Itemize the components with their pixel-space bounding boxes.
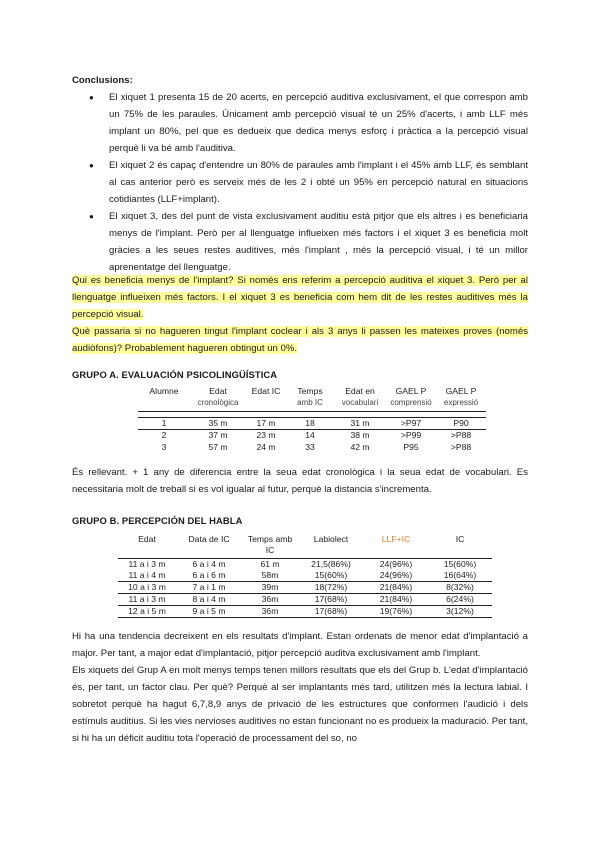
table-cell: 16(64%) [428,570,492,582]
grupo-b-table-wrap [118,534,492,618]
table-cell: 35 m [190,417,246,430]
conclusions-heading: Conclusions: [72,75,133,86]
table-cell: >P88 [450,430,472,440]
grupo-b-section [72,512,528,529]
grupo-a-title: GRUPO A. EVALUACIÓN PSICOLINGÜÍSTICA [72,369,278,380]
table-cell: 21,5(86%) [311,558,351,569]
table-cell: 7 a i 1 m [176,581,242,593]
table-cell: 11 a i 4 m [118,570,176,582]
grupo-b-header-row [118,534,492,558]
grupo-b-header-cell: Temps amb IC [242,534,298,558]
conclusions-section [72,72,528,276]
table-cell: 12 a i 5 m [118,605,176,617]
table-cell: 3 [161,442,167,452]
table-cell: 24(96%) [379,558,413,569]
table-cell: 21(84%) [364,593,428,605]
table-cell: 1 [138,417,190,430]
table-cell: 15(60%) [443,558,477,569]
table-row [118,558,492,570]
table-cell: 11 a i 3 m [128,558,166,569]
grupo-b-header-cell: Data de IC [176,534,242,558]
grupo-b-header-cell: Edat [118,534,176,558]
table-cell: 37 m [208,430,228,440]
table-cell: 6(24%) [428,593,492,605]
grupo-b-paragraphs [72,628,528,747]
grupo-a-header-cell: Temps amb IC [286,386,334,411]
table-cell: >P99 [400,430,422,440]
table-cell: >P88 [450,442,472,452]
grupo-b-paragraph-2: Els xiquets del Grup A en molt menys temps tenen millors resultats que els del Grup b. L'edat d'implantació és, per tant, un factor clau. Per què? Perquè al ser implantants més tard, utilitzen més la lectura labial. I sobretot perquè ha hagut 6,7,8,9 anys de privació de les estructures que conformen l'audició i dels estímuls auditius. Si les vies nervioses auditives no estan funcionant no es produeix la maduració. Per tant, si hi ha un déficit auditiu tota l'operació de processament del so, no [72,665,528,744]
table-row [138,430,486,443]
grupo-a-table-wrap [138,386,486,455]
grupo-a-note: És rellevant. + 1 any de diferencia entre la seua edat cronològica i la seua edat de vocabulari. Es necessitaria molt de treball si es vol igualar al futur, perquè la distancia s'incrementa. [72,467,528,495]
table-cell: 2 [161,430,167,440]
table-cell: 61 m [260,558,280,569]
grupo-a-header-cell: Edat en vocabulari [334,386,386,411]
table-cell: 17 m [246,417,286,430]
table-cell: 19(76%) [364,605,428,617]
table-cell: 8 a i 4 m [176,593,242,605]
conclusion-item-1: ● El xiquet 1 presenta 15 de 20 acerts, en percepció auditiva exclusivament, el que correspon amb un 75% de les paraules. Únicament amb percepció visual té un 25% d'acerts, i amb LLF més implant un 80%, pel que es dedueix que dedica menys esforç i pràctica a la percepció visual perquè li va bé amb l'auditiva. [72,89,528,157]
grupo-b-table [118,534,492,618]
table-row [118,581,492,593]
table-cell: 6 a i 4 m [192,558,226,569]
conclusion-item-2: ● El xiquet 2 és capaç d'entendre un 80% de paraules amb l'implant i el 45% amb LLF, és semblant al cas anterior però es serveix més de les 2 i obté un 95% en percepció natural en situacions cotidiantes (LLF+implant). [72,157,528,208]
grupo-a-note-wrap [72,464,528,498]
table-cell: 33 [305,442,315,452]
table-cell: 18(72%) [298,581,364,593]
table-cell: 31 m [334,417,386,430]
grupo-a-header-cell: GAEL P comprensió [386,386,436,411]
table-cell: 57 m [208,442,228,452]
table-cell: 15(60%) [298,570,364,582]
grupo-b-paragraph-1: Hi ha una tendencia decreixent en els resultats d'implant. Estan ordenats de menor edat d'implantació a major. Per tant, a major edat d'implantació, pitjor percepció auditva exclusivament amb l'implant. [72,631,528,659]
table-cell: 6 a i 6 m [176,570,242,582]
conclusion-item-3: ● El xiquet 3, des del punt de vista exclusivament auditiu està pitjor que els altres i es beneficiaria menys de l'implant. Però per al llenguatge influeixen més factors i el xiquet 3 es beneficia molt gràcies a les seues restes auditives, més l'implant , més la percepció visual, i té un millor aprenentatge del llenguatge. [72,208,528,276]
table-cell: 39m [242,581,298,593]
table-cell: 8(32%) [428,581,492,593]
highlighted-paragraph-2: Què passaria si no hagueren tingut l'implant coclear i als 3 anys li passen les mateixes proves (només audiòfons)? Probablement hagueren obtingut un 0%. [72,326,528,354]
table-row [138,442,486,455]
table-cell: 18 [286,417,334,430]
table-cell: 38 m [350,430,370,440]
table-cell: 9 a i 5 m [176,605,242,617]
table-cell: 36m [242,605,298,617]
table-row [118,570,492,582]
grupo-b-title: GRUPO B. PERCEPCIÓN DEL HABLA [72,515,243,526]
table-cell: 17(68%) [298,605,364,617]
grupo-a-header-cell: GAEL P expressió [436,386,486,411]
table-cell: 42 m [350,442,370,452]
table-cell: 17(68%) [298,593,364,605]
table-cell: 10 a i 3 m [118,581,176,593]
conclusions-list [72,89,528,276]
grupo-a-header-cell: Edat cronològica [190,386,246,411]
table-cell: 36m [242,593,298,605]
grupo-b-header-cell: IC [428,534,492,558]
table-cell: >P97 [386,417,436,430]
table-row [118,593,492,605]
grupo-b-header-cell: LLF+IC [364,534,428,558]
table-row [118,605,492,617]
grupo-a-section [72,366,528,383]
grupo-a-header-cell: Alumne [138,386,190,411]
grupo-a-header-row [138,386,486,411]
grupo-a-header-cell: Edat IC [246,386,286,411]
table-cell: 11 a i 3 m [118,593,176,605]
table-cell: 58m [242,570,298,582]
table-cell: 3(12%) [428,605,492,617]
table-row [138,417,486,430]
highlighted-section [72,272,528,357]
table-cell: P95 [403,442,419,452]
table-cell: 24 m [256,442,276,452]
table-cell: P90 [436,417,486,430]
table-cell: 14 [305,430,315,440]
table-cell: 24(96%) [364,570,428,582]
grupo-b-header-cell: Labiolect [298,534,364,558]
table-cell: 21(84%) [364,581,428,593]
highlighted-paragraph-1: Qui es beneficia menys de l'implant? Si només ens referim a percepció auditiva el xiquet 3. Però per al llenguatge influeixen més factors. I el xiquet 3 es beneficia com hem dit de les restes auditives més la percepció visual. [72,275,528,320]
grupo-a-table [138,386,486,455]
table-cell: 23 m [256,430,276,440]
